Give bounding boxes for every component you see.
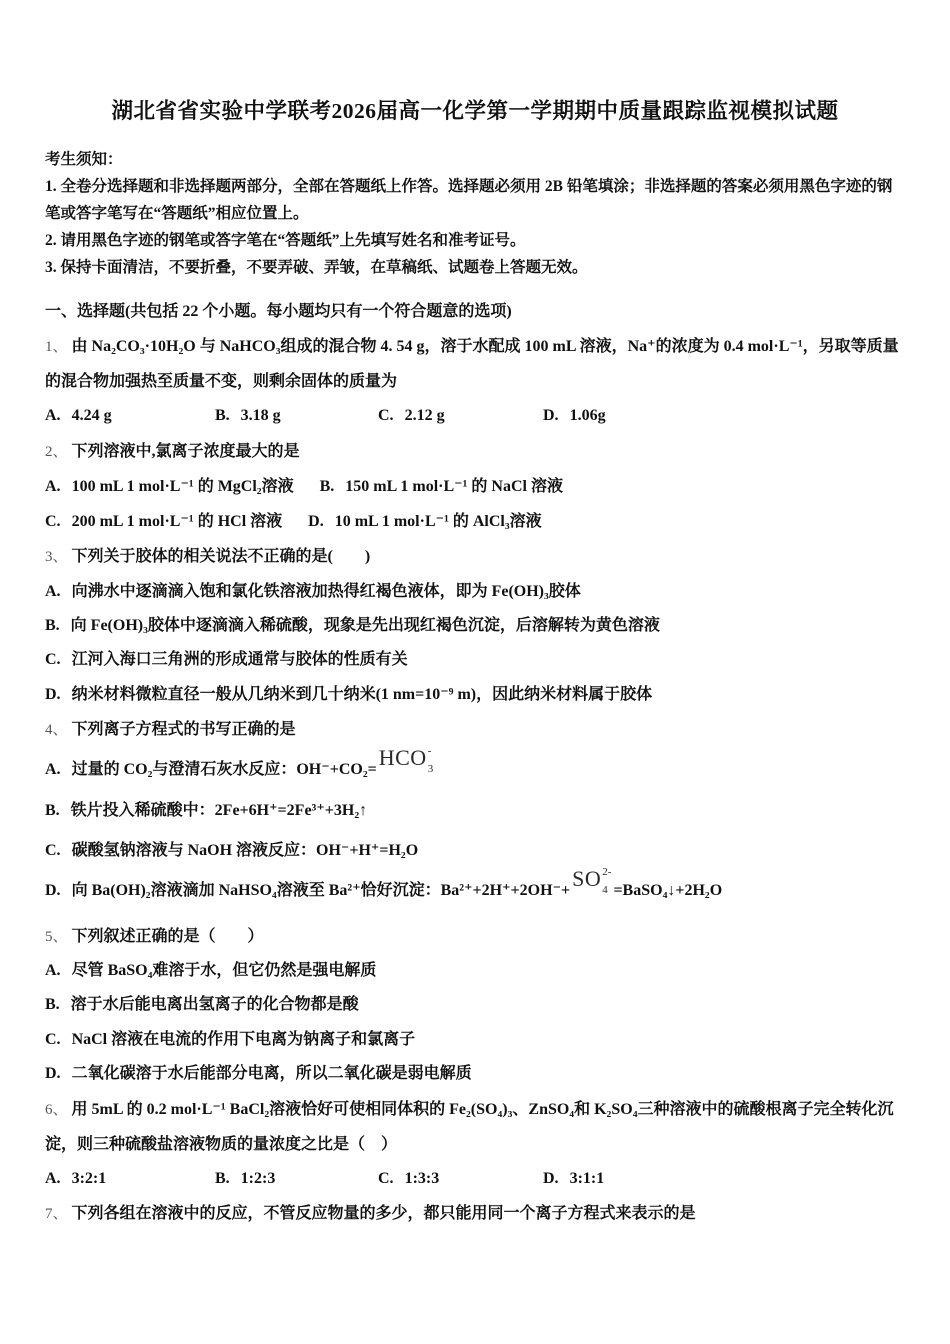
option-text: 200 mL 1 mol·L⁻¹ 的 HCl 溶液	[71, 513, 283, 531]
option-label: D.	[45, 1065, 61, 1083]
option-text: 3.18 g	[240, 407, 281, 425]
option-d	[543, 1162, 905, 1196]
bicarbonate-formula	[379, 746, 433, 774]
option-d	[308, 504, 542, 539]
option-text: 1:3:3	[404, 1169, 440, 1187]
option-d	[45, 866, 905, 908]
option-b	[45, 794, 905, 828]
question-4	[45, 712, 905, 909]
option-a	[45, 399, 215, 433]
option-label: D.	[543, 1169, 559, 1187]
question-7	[45, 1196, 905, 1231]
question-2	[45, 434, 905, 540]
option-label: C.	[378, 1169, 394, 1187]
option-label: D.	[543, 407, 559, 425]
exam-title: 湖北省省实验中学联考2026届高一化学第一学期期中质量跟踪监视模拟试题	[111, 99, 839, 123]
question-1	[45, 329, 905, 434]
option-d	[45, 678, 905, 712]
question-stem-text: 下列离子方程式的书写正确的是	[71, 721, 296, 739]
question-stem	[45, 1196, 905, 1231]
option-label: B.	[319, 477, 335, 495]
question-stem-text: 下列各组在溶液中的反应，不管反应物量的多少，都只能用同一个离子方程式来表示的是	[71, 1205, 696, 1223]
option-a	[45, 954, 905, 988]
option-text: 3:1:1	[569, 1169, 605, 1187]
option-text: 向沸水中逐滴滴入饱和氯化铁溶液加热得红褐色液体，即为 Fe(OH)₃胶体	[71, 582, 581, 600]
option-text: 10 mL 1 mol·L⁻¹ 的 AlCl₃溶液	[334, 513, 542, 531]
option-label: A.	[45, 761, 61, 779]
option-label: C.	[45, 651, 61, 669]
option-label: A.	[45, 1169, 61, 1187]
option-text: 3:2:1	[71, 1169, 107, 1187]
option-label: A.	[45, 407, 61, 425]
section-heading: 一、选择题(共包括 22 个小题。每小题均只有一个符合题意的选项)	[45, 303, 512, 320]
formula-subscript: 4	[602, 884, 608, 897]
question-options-row	[45, 469, 905, 504]
question-stem	[45, 1092, 905, 1162]
option-b	[215, 399, 378, 433]
option-label: C.	[45, 1030, 61, 1048]
option-text: 碳酸氢钠溶液与 NaOH 溶液反应：OH⁻+H⁺=H₂O	[71, 842, 419, 860]
question-stem-text: 下列关于胶体的相关说法不正确的是( )	[71, 548, 371, 566]
option-a	[45, 1162, 215, 1196]
option-text: 尽管 BaSO₄难溶于水，但它仍然是强电解质	[71, 962, 377, 980]
question-number: 5、	[45, 928, 68, 945]
option-d	[45, 1057, 905, 1091]
question-options-row	[45, 504, 905, 539]
question-options	[45, 399, 905, 433]
question-stem-text: 下列叙述正确的是（ ）	[71, 927, 264, 945]
option-a	[45, 745, 905, 787]
option-b	[45, 609, 905, 643]
question-stem	[45, 712, 905, 747]
option-text-tail: =BaSO₄↓+2H₂O	[613, 882, 723, 900]
notice-item: 3. 保持卡面清洁，不要折叠，不要弄破、弄皱，在草稿纸、试题卷上答题无效。	[45, 259, 588, 276]
formula-subscript: 3	[427, 763, 434, 776]
option-label: B.	[45, 801, 60, 819]
option-text: 150 mL 1 mol·L⁻¹ 的 NaCl 溶液	[345, 477, 563, 495]
option-text: 4.24 g	[71, 407, 112, 425]
question-stem	[45, 329, 905, 399]
option-text: 溶于水后能电离出氢离子的化合物都是酸	[70, 996, 359, 1014]
question-stem-text: 由 Na₂CO₃·10H₂O 与 NaHCO₃组成的混合物 4. 54 g，溶于水配成 100 mL 溶液，Na⁺的浓度为 0.4 mol·L⁻¹，另取等质量的混合物加强热至质量不变，则剩余固体的质量为	[45, 338, 899, 391]
option-text: 向 Ba(OH)₂溶液滴加 NaHSO₄溶液至 Ba²⁺恰好沉淀：Ba²⁺+2H⁺+2OH⁻+	[71, 882, 571, 900]
option-label: C.	[378, 407, 394, 425]
option-text: 向 Fe(OH)₃胶体中逐滴滴入稀硫酸，现象是先出现红褐色沉淀，后溶解转为黄色溶液	[70, 616, 660, 634]
option-label: B.	[45, 616, 60, 634]
question-3	[45, 539, 905, 712]
formula-superscript: 2-	[602, 866, 612, 879]
question-stem	[45, 919, 905, 954]
formula-base: HCO	[378, 745, 427, 771]
option-text: 2.12 g	[404, 407, 445, 425]
option-a	[45, 575, 905, 609]
option-text: 1.06g	[569, 407, 606, 425]
formula-base: SO	[572, 866, 602, 892]
question-number: 3、	[45, 549, 68, 566]
option-c	[45, 834, 905, 868]
option-c	[378, 1162, 543, 1196]
option-a	[45, 469, 294, 504]
notice-section	[45, 146, 905, 281]
option-label: B.	[215, 1169, 230, 1187]
sulfate-formula	[572, 867, 611, 895]
question-number: 6、	[45, 1101, 68, 1118]
notice-heading: 考生须知：	[45, 151, 123, 168]
option-text: 100 mL 1 mol·L⁻¹ 的 MgCl₂溶液	[71, 477, 294, 495]
option-b	[320, 469, 563, 504]
option-label: C.	[45, 513, 61, 531]
option-label: B.	[45, 996, 60, 1014]
option-label: D.	[45, 882, 61, 900]
option-text: 过量的 CO₂与澄清石灰水反应：OH⁻+CO₂=	[71, 761, 377, 779]
question-stem	[45, 434, 905, 469]
question-number: 7、	[45, 1206, 68, 1223]
question-stem	[45, 539, 905, 574]
formula-scripts	[428, 746, 434, 774]
option-label: A.	[45, 962, 61, 980]
option-label: D.	[45, 685, 61, 703]
option-c	[45, 504, 282, 539]
option-label: B.	[215, 407, 230, 425]
option-text: 江河入海口三角洲的形成通常与胶体的性质有关	[71, 651, 408, 669]
option-text: 1:2:3	[240, 1169, 276, 1187]
option-d	[543, 399, 905, 433]
formula-superscript: -	[427, 745, 432, 758]
option-b	[215, 1162, 378, 1196]
option-label: A.	[45, 477, 61, 495]
question-6	[45, 1092, 905, 1197]
question-stem-text: 用 5mL 的 0.2 mol·L⁻¹ BaCl₂溶液恰好可使相同体积的 Fe₂(SO₄)₃、ZnSO₄和 K₂SO₄三种溶液中的硫酸根离子完全转化沉淀，则三种硫酸盐溶液物质的量浓度之比是（ ）	[45, 1100, 894, 1153]
option-text: 二氧化碳溶于水后能部分电离，所以二氧化碳是弱电解质	[71, 1065, 472, 1083]
option-text: 铁片投入稀硫酸中：2Fe+6H⁺=2Fe³⁺+3H₂↑	[70, 801, 368, 819]
option-label: C.	[45, 842, 61, 860]
question-stem-text: 下列溶液中,氯离子浓度最大的是	[71, 442, 300, 460]
question-number: 4、	[45, 722, 68, 739]
question-number: 1、	[45, 339, 68, 355]
question-5	[45, 919, 905, 1092]
option-c	[45, 1023, 905, 1057]
option-text: 纳米材料微粒直径一般从几纳米到几十纳米(1 nm=10⁻⁹ m)，因此纳米材料属于胶体	[71, 685, 653, 703]
formula-scripts	[602, 867, 611, 895]
question-number: 2、	[45, 443, 68, 460]
option-b	[45, 988, 905, 1022]
option-label: D.	[308, 513, 324, 531]
option-text: NaCl 溶液在电流的作用下电离为钠离子和氯离子	[71, 1030, 416, 1048]
option-label: A.	[45, 582, 61, 600]
notice-item: 2. 请用黑色字迹的钢笔或答字笔在“答题纸”上先填写姓名和准考证号。	[45, 232, 526, 249]
option-c	[378, 399, 543, 433]
notice-item: 1. 全卷分选择题和非选择题两部分，全部在答题纸上作答。选择题必须用 2B 铅笔填涂；非选择题的答案必须用黑色字迹的钢笔或答字笔写在“答题纸”相应位置上。	[45, 178, 893, 222]
question-options	[45, 1162, 905, 1196]
option-c	[45, 643, 905, 677]
